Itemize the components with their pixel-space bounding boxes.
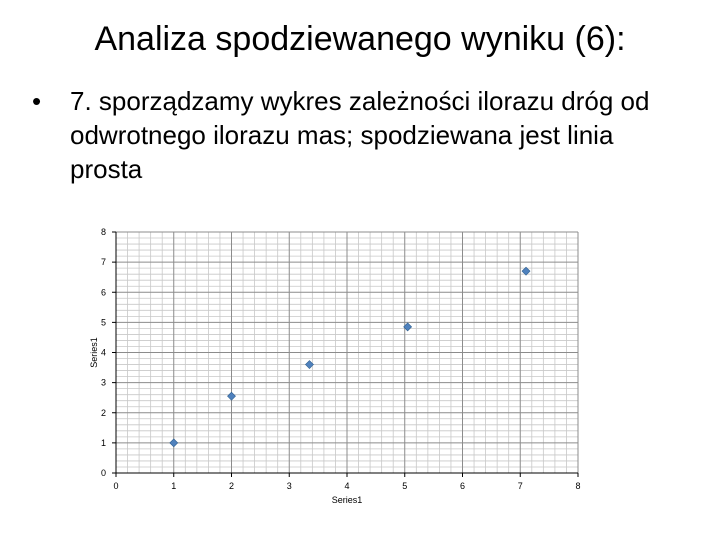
data-point (228, 392, 236, 400)
y-tick-label: 1 (100, 437, 106, 448)
y-tick-label: 3 (100, 377, 106, 388)
bullet-text: 7. sporządzamy wykres zależności ilorazu dróg od odwrotnego ilorazu mas; spodziewana jest linia prosta (70, 86, 650, 184)
slide-title: Analiza spodziewanego wyniku (6): (94, 20, 626, 58)
x-tick-label: 6 (459, 481, 466, 491)
x-tick-label: 4 (344, 481, 350, 491)
x-tick-label: 3 (286, 481, 292, 491)
x-tick-label: 1 (171, 481, 177, 491)
x-tick-label: 2 (228, 481, 235, 491)
y-tick-label: 2 (100, 407, 106, 418)
x-tick-label: 5 (402, 481, 408, 491)
x-tick-labels (113, 481, 580, 491)
y-tick-label: 6 (100, 287, 106, 298)
y-tick-label: 4 (100, 347, 106, 358)
y-tick-labels (101, 227, 106, 478)
x-tick-label: 0 (113, 481, 119, 491)
data-point (170, 439, 178, 447)
y-tick-label: 5 (100, 317, 106, 328)
x-tick-label: 8 (575, 481, 581, 491)
y-axis-label: Series1 (89, 337, 99, 368)
x-tick-label: 7 (517, 481, 523, 491)
x-axis-label: Series1 (331, 495, 363, 505)
y-tick-label: 0 (100, 468, 106, 478)
axes (112, 232, 578, 477)
y-tick-label: 8 (100, 227, 106, 237)
y-tick-label: 7 (100, 257, 106, 268)
bullet-marker: • (32, 86, 42, 116)
data-points (170, 267, 530, 447)
